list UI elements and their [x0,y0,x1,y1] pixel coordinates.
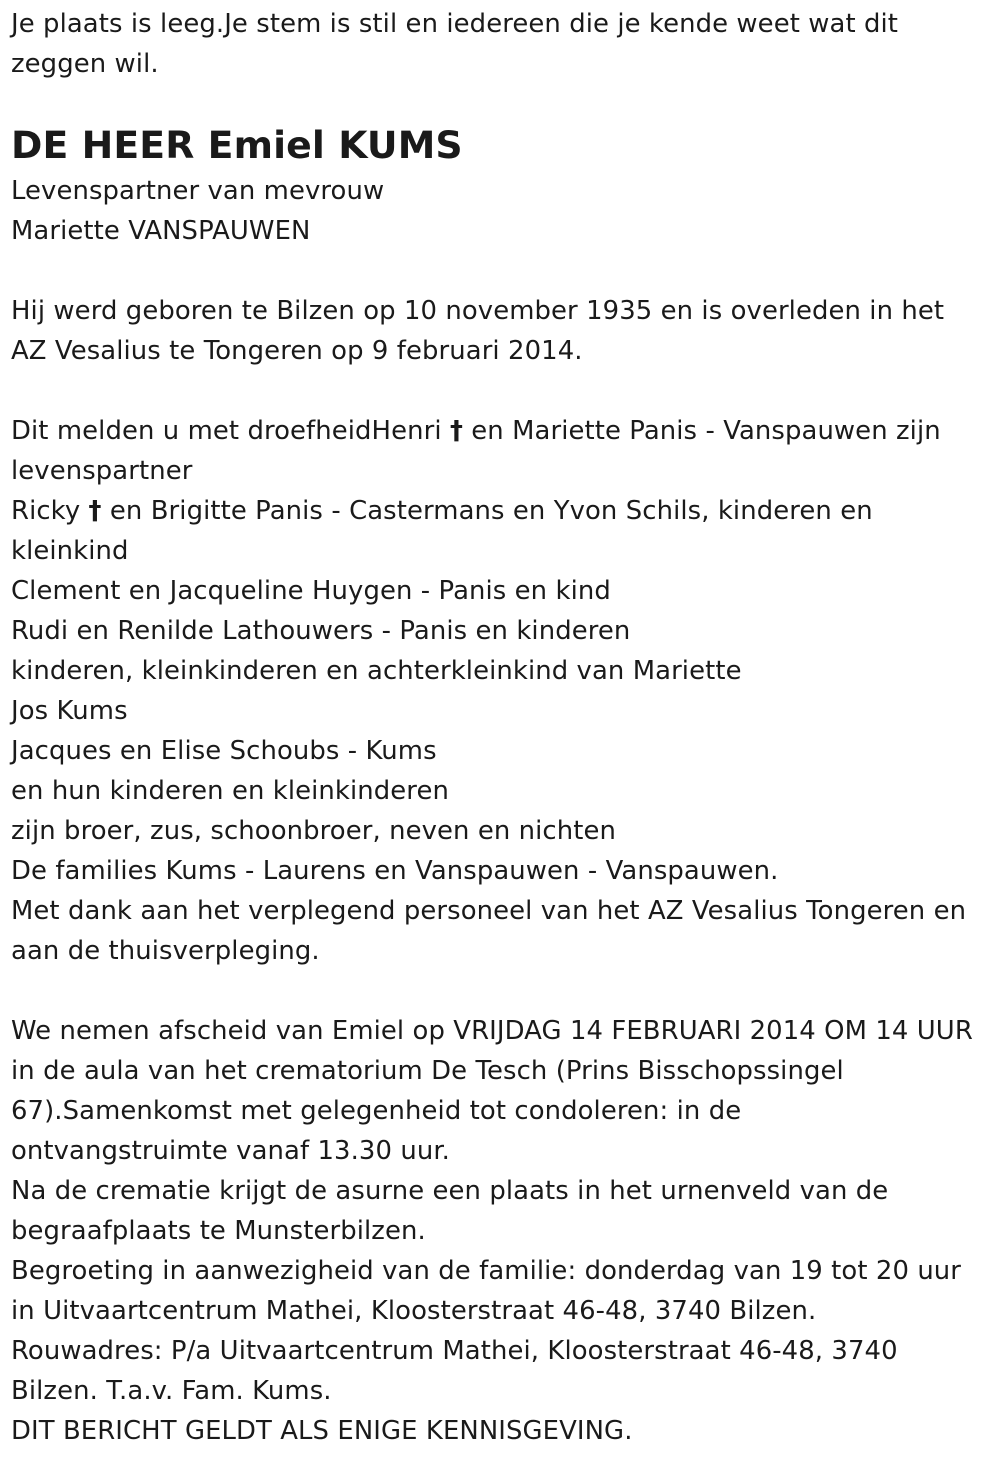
ceremony-line: Begroeting in aanwezigheid van de familie: donderdag van 19 tot 20 uur [11,1256,962,1286]
partner-line: Mariette VANSPAUWEN [11,216,311,246]
intro-quote [11,4,996,84]
deceased-name-heading: DE HEER Emiel KUMS [11,123,463,167]
spacer [11,251,996,291]
ceremony-line: ontvangstruimte vanaf 13.30 uur. [11,1136,450,1166]
ceremony-line: We nemen afscheid van Emiel op VRIJDAG 14 FEBRUARI 2014 OM 14 UUR [11,1016,973,1046]
mourners-line: Met dank aan het verplegend personeel van het AZ Vesalius Tongeren en [11,896,967,926]
spacer [11,371,996,411]
ceremony-line: in de aula van het crematorium De Tesch (Prins Bisschopssingel [11,1056,844,1086]
ceremony-line: begraafplaats te Munsterbilzen. [11,1216,426,1246]
mourners-line: zijn broer, zus, schoonbroer, neven en nichten [11,816,616,846]
mourners-line: De families Kums - Laurens en Vanspauwen - Vanspauwen. [11,856,779,886]
birth-death-section [11,291,996,371]
cross-icon: † [88,496,102,526]
mourners-line: Jos Kums [11,696,128,726]
spacer [11,971,996,1011]
ceremony-line: in Uitvaartcentrum Mathei, Kloosterstraat 46-48, 3740 Bilzen. [11,1296,817,1326]
ceremony-line: DIT BERICHT GELDT ALS ENIGE KENNISGEVING. [11,1416,633,1446]
mourners-line [11,411,996,451]
mourners-section [11,411,996,971]
mourners-line: Rudi en Renilde Lathouwers - Panis en kinderen [11,616,631,646]
mourners-line [11,491,996,531]
mourners-line: Clement en Jacqueline Huygen - Panis en kind [11,576,611,606]
ceremony-line: Bilzen. T.a.v. Fam. Kums. [11,1376,332,1406]
mourners-text: Dit melden u met droefheidHenri [11,416,450,446]
mourners-line: Jacques en Elise Schoubs - Kums [11,736,437,766]
mourners-line: kinderen, kleinkinderen en achterkleinkind van Mariette [11,656,742,686]
partner-line: Levenspartner van mevrouw [11,176,385,206]
mourners-text: Ricky [11,496,89,526]
mourners-text: en Mariette Panis - Vanspauwen zijn [462,416,941,446]
obituary-notice [11,4,996,1451]
cross-icon: † [449,416,463,446]
ceremony-line: Rouwadres: P/a Uitvaartcentrum Mathei, Kloosterstraat 46-48, 3740 [11,1336,898,1366]
mourners-line: levenspartner [11,456,193,486]
mourners-line: aan de thuisverpleging. [11,936,320,966]
ceremony-line: 67).Samenkomst met gelegenheid tot condoleren: in de [11,1096,742,1126]
mourners-line: kleinkind [11,536,129,566]
mourners-line: en hun kinderen en kleinkinderen [11,776,449,806]
intro-line: zeggen wil. [11,49,159,79]
intro-line: Je plaats is leeg.Je stem is stil en iedereen die je kende weet wat dit [11,9,899,39]
ceremony-section [11,1011,996,1451]
ceremony-line: Na de crematie krijgt de asurne een plaats in het urnenveld van de [11,1176,889,1206]
birth-death-line: Hij werd geboren te Bilzen op 10 november 1935 en is overleden in het [11,296,945,326]
mourners-text: en Brigitte Panis - Castermans en Yvon Schils, kinderen en [101,496,873,526]
partner-section [11,171,996,251]
birth-death-line: AZ Vesalius te Tongeren op 9 februari 2014. [11,336,583,366]
